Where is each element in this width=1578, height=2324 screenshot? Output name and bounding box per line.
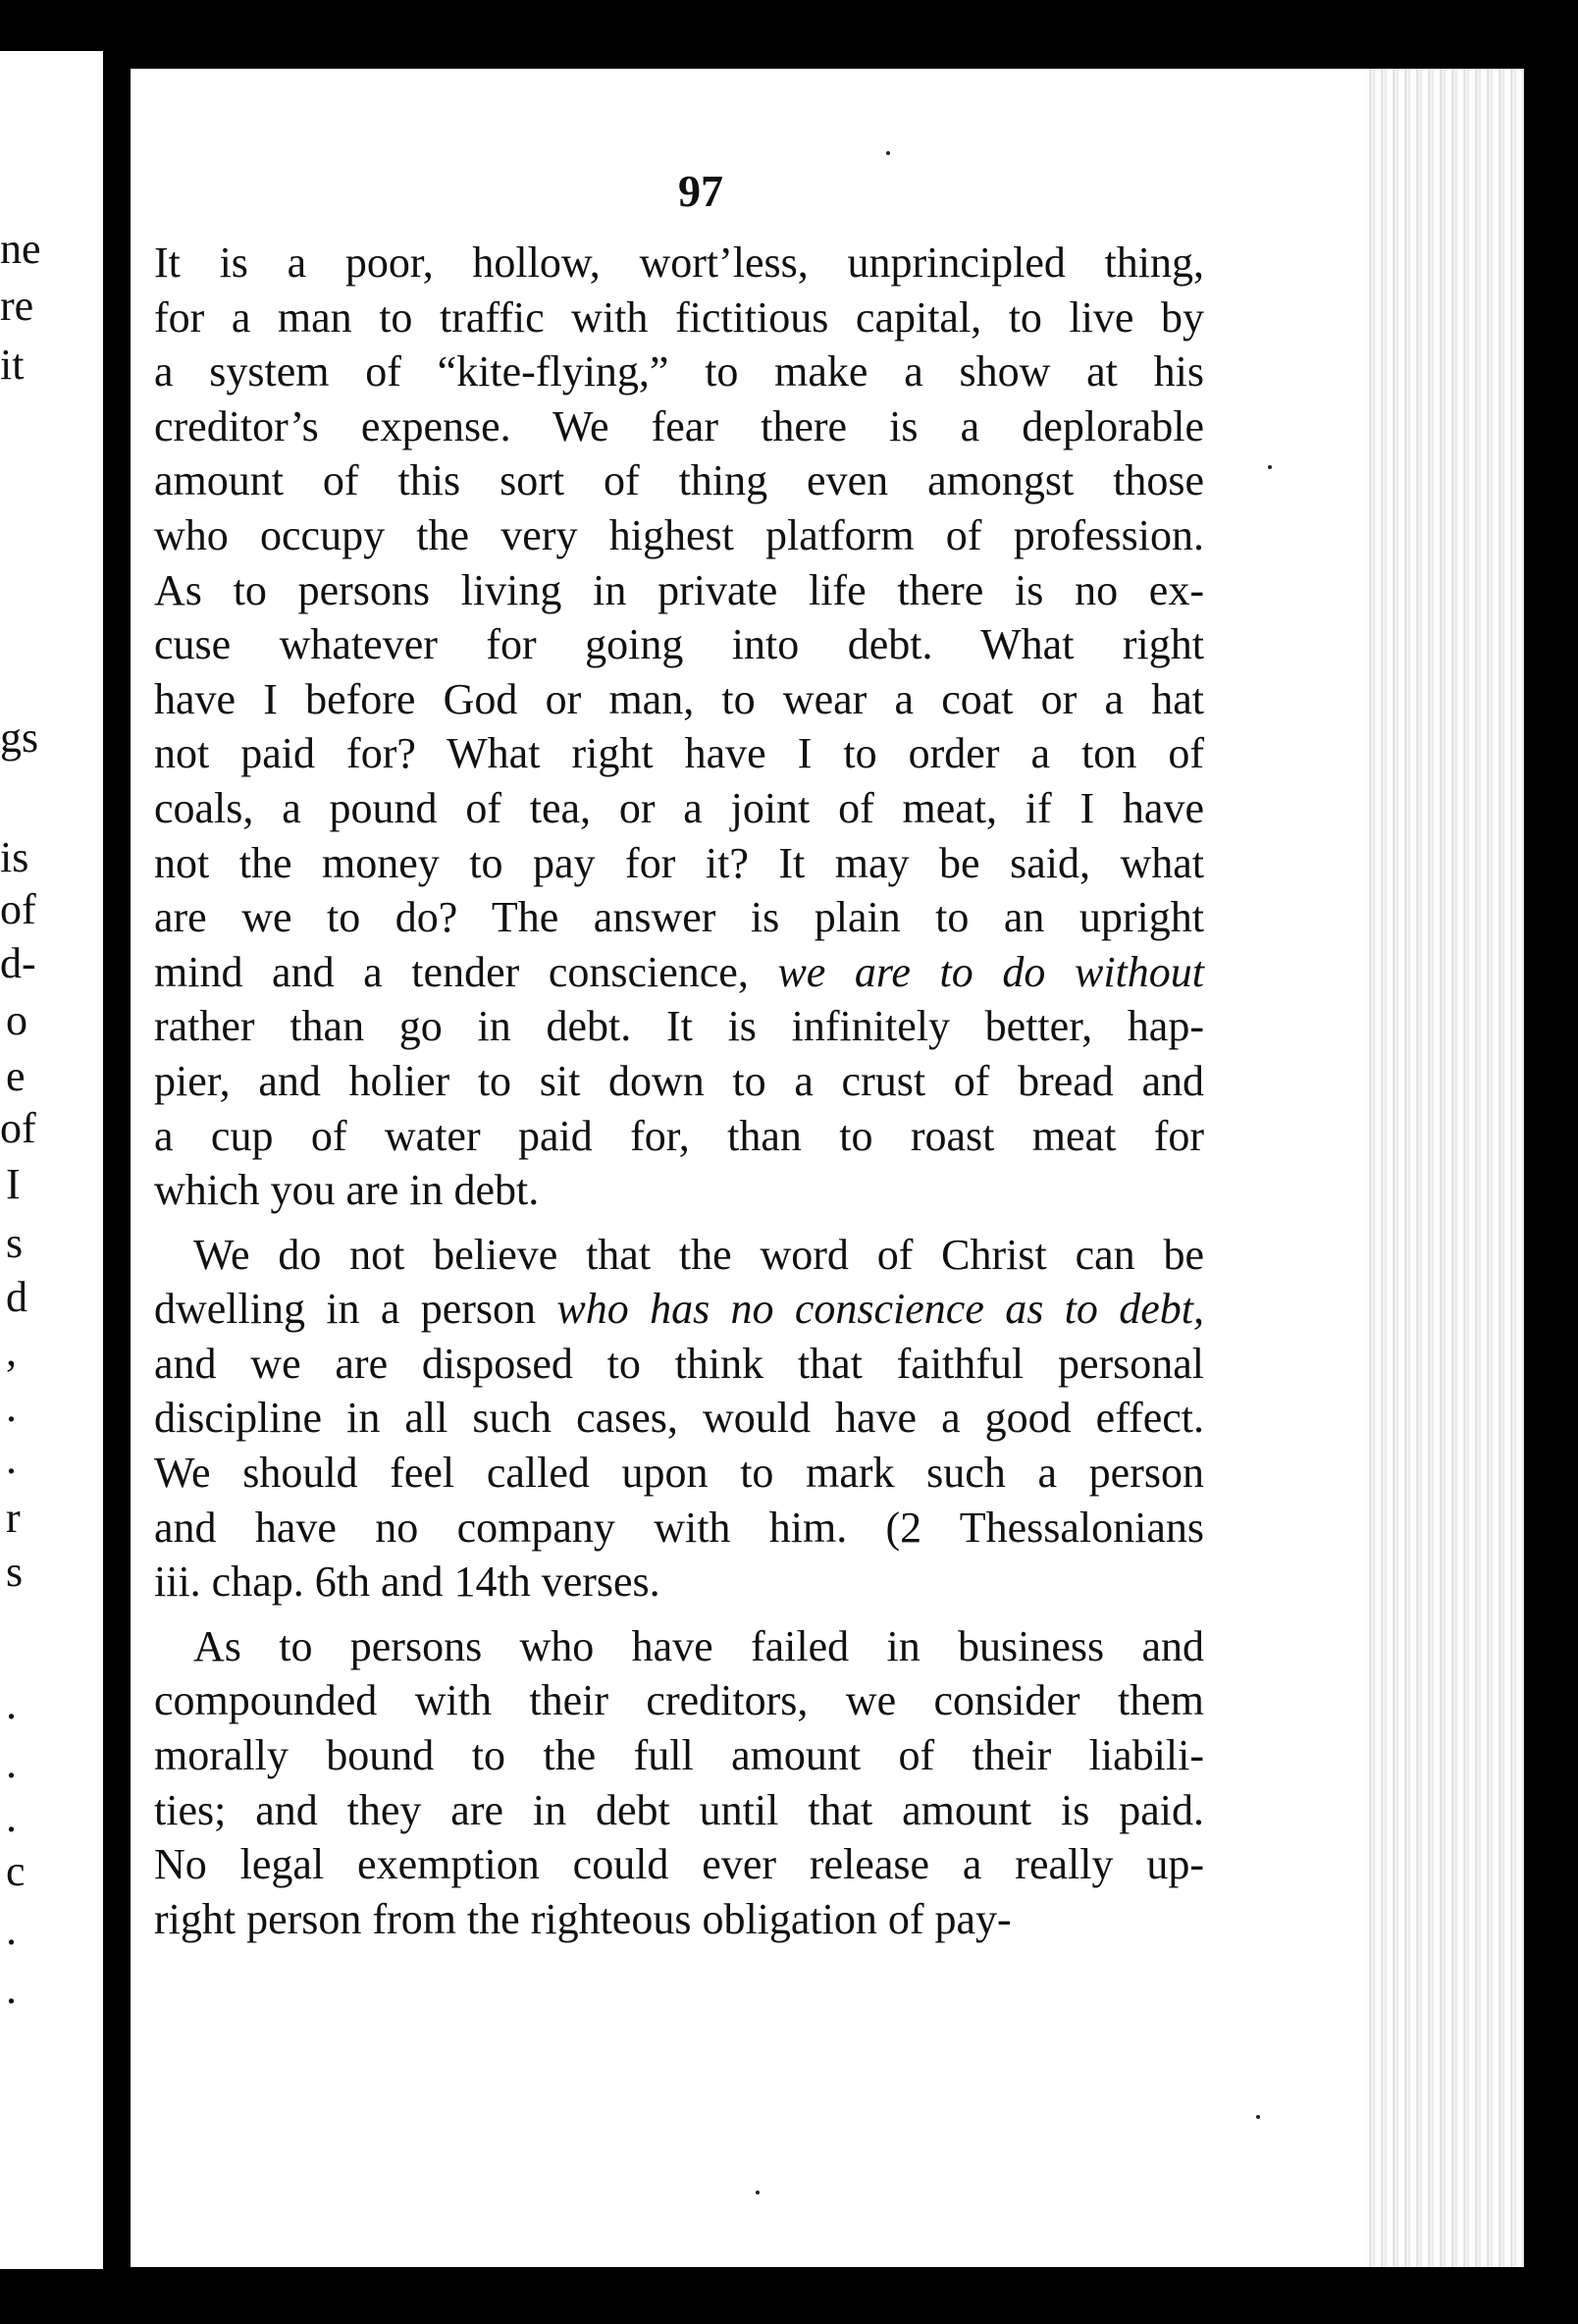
facing-page-fragment: c <box>6 1847 26 1895</box>
text-line <box>154 1282 1204 1337</box>
text-line <box>154 1555 1204 1610</box>
text-line <box>154 617 1204 672</box>
text-line <box>154 1109 1204 1164</box>
text-run: compounded with their creditors, we consider them <box>154 1676 1204 1725</box>
text-run: We should feel called upon to mark such a person <box>154 1449 1204 1498</box>
text-run: and we are disposed to think that faithful personal <box>154 1339 1204 1388</box>
text-line <box>154 563 1204 618</box>
text-run: and have no company with him. (2 Thessalonians <box>154 1503 1204 1552</box>
text-line <box>154 781 1204 836</box>
facing-page-fragment: r <box>6 1494 21 1542</box>
text-run: No legal exemption could ever release a really up- <box>154 1840 1204 1889</box>
facing-page-fragment: . <box>6 1793 17 1841</box>
text-line <box>154 1337 1204 1392</box>
facing-page-fragment: I <box>6 1160 21 1208</box>
text-line <box>154 1446 1204 1501</box>
facing-page-fragment: re <box>0 282 34 330</box>
scan-speck <box>1256 2115 1260 2119</box>
facing-page-fragment: of <box>0 1104 36 1152</box>
text-line <box>154 1391 1204 1446</box>
text-run: iii. chap. 6th and 14th verses. <box>154 1558 660 1607</box>
facing-page-sliver <box>0 51 103 2269</box>
text-run: pier, and holier to sit down to a crust of bread and <box>154 1056 1204 1105</box>
text-run: not the money to pay for it? It may be said, what <box>154 838 1204 887</box>
text-run: not paid for? What right have I to order a ton of <box>154 729 1204 778</box>
text-line <box>154 1501 1204 1556</box>
text-line <box>154 1163 1204 1218</box>
facing-page-fragment: , <box>6 1327 17 1375</box>
text-run: a system of “kite-flying,” to make a show at his <box>154 347 1204 396</box>
facing-page-fragment: s <box>6 1548 24 1596</box>
text-run: for a man to traffic with fictitious capital, to live by <box>154 292 1204 342</box>
text-run: ties; and they are in debt until that amount is paid. <box>154 1785 1204 1834</box>
text-run: mind and a tender conscience, <box>154 947 778 996</box>
text-line <box>154 290 1204 345</box>
text-line <box>154 726 1204 781</box>
text-run: have I before God or man, to wear a coat or a hat <box>154 674 1204 723</box>
text-run: As to persons living in private life there is no ex- <box>154 565 1204 614</box>
text-run: dwelling in a person <box>154 1285 557 1334</box>
page-edges <box>1364 69 1524 2267</box>
text-line <box>154 236 1204 290</box>
text-line <box>154 1783 1204 1838</box>
text-line <box>154 399 1204 454</box>
text-line <box>154 1619 1204 1674</box>
scan-speck <box>1268 465 1272 469</box>
text-run: coals, a pound of tea, or a joint of meat, if I have <box>154 783 1204 832</box>
facing-page-fragment: . <box>6 1965 17 2013</box>
text-run: cuse whatever for going into debt. What right <box>154 620 1204 669</box>
facing-page-fragment: ne <box>0 225 41 273</box>
facing-page-fragment: . <box>6 1435 17 1483</box>
facing-page-fragment: . <box>6 1739 17 1787</box>
text-run: a cup of water paid for, than to roast meat for <box>154 1111 1204 1160</box>
facing-page-fragment: d <box>6 1273 27 1321</box>
text-line <box>154 1728 1204 1783</box>
text-line <box>154 453 1204 508</box>
text-line <box>154 508 1204 563</box>
text-run: morally bound to the full amount of their liabili- <box>154 1731 1204 1780</box>
scan-speck <box>886 151 890 155</box>
text-line <box>154 1228 1204 1283</box>
facing-page-fragment: is <box>0 833 29 881</box>
facing-page-fragment: . <box>6 1680 17 1728</box>
facing-page-fragment: of <box>0 885 36 933</box>
book-gutter <box>103 51 131 2269</box>
italic-run: we are to do without <box>777 947 1204 996</box>
facing-page-fragment: . <box>6 1383 17 1431</box>
facing-page-fragment: e <box>6 1052 26 1100</box>
paragraph-gap <box>154 1610 1204 1619</box>
text-run: which you are in debt. <box>154 1166 540 1215</box>
text-run: amount of this sort of thing even amongst those <box>154 456 1204 505</box>
facing-page-fragment: it <box>0 341 25 389</box>
text-line <box>154 836 1204 891</box>
text-run: are we to do? The answer is plain to an upright <box>154 893 1204 942</box>
facing-page-fragment: s <box>6 1219 24 1267</box>
text-line <box>154 672 1204 727</box>
text-run: right person from the righteous obligation of pay- <box>154 1894 1012 1943</box>
facing-page-fragment: . <box>6 1906 17 1954</box>
text-run: creditor’s expense. We fear there is a deplorable <box>154 401 1204 450</box>
scan-speck <box>756 2191 760 2194</box>
text-run: discipline in all such cases, would have a good effect. <box>154 1394 1204 1443</box>
text-line <box>154 1673 1204 1728</box>
paragraph <box>154 1228 1204 1610</box>
facing-page-fragment: gs <box>0 713 39 762</box>
paragraph-gap <box>154 1218 1204 1228</box>
text-line <box>154 1837 1204 1892</box>
text-run: who occupy the very highest platform of profession. <box>154 510 1204 559</box>
text-run: rather than go in debt. It is infinitely better, hap- <box>154 1002 1204 1051</box>
text-line <box>154 1054 1204 1109</box>
body-text <box>154 236 1204 1946</box>
italic-run: who has no conscience as to debt, <box>556 1285 1204 1334</box>
text-line <box>154 999 1204 1054</box>
page-number: 97 <box>678 166 723 216</box>
text-run: We do not believe that the word of Christ can be <box>193 1230 1204 1279</box>
text-line <box>154 945 1204 1000</box>
paragraph <box>154 236 1204 1218</box>
text-line <box>154 344 1204 399</box>
text-line <box>154 890 1204 945</box>
text-run: As to persons who have failed in business and <box>193 1621 1204 1670</box>
facing-page-fragment: d- <box>0 939 36 987</box>
paragraph <box>154 1619 1204 1947</box>
facing-page-fragment: o <box>6 996 27 1044</box>
text-line <box>154 1892 1204 1947</box>
text-run: It is a poor, hollow, wort’less, unprincipled thing, <box>154 238 1204 287</box>
